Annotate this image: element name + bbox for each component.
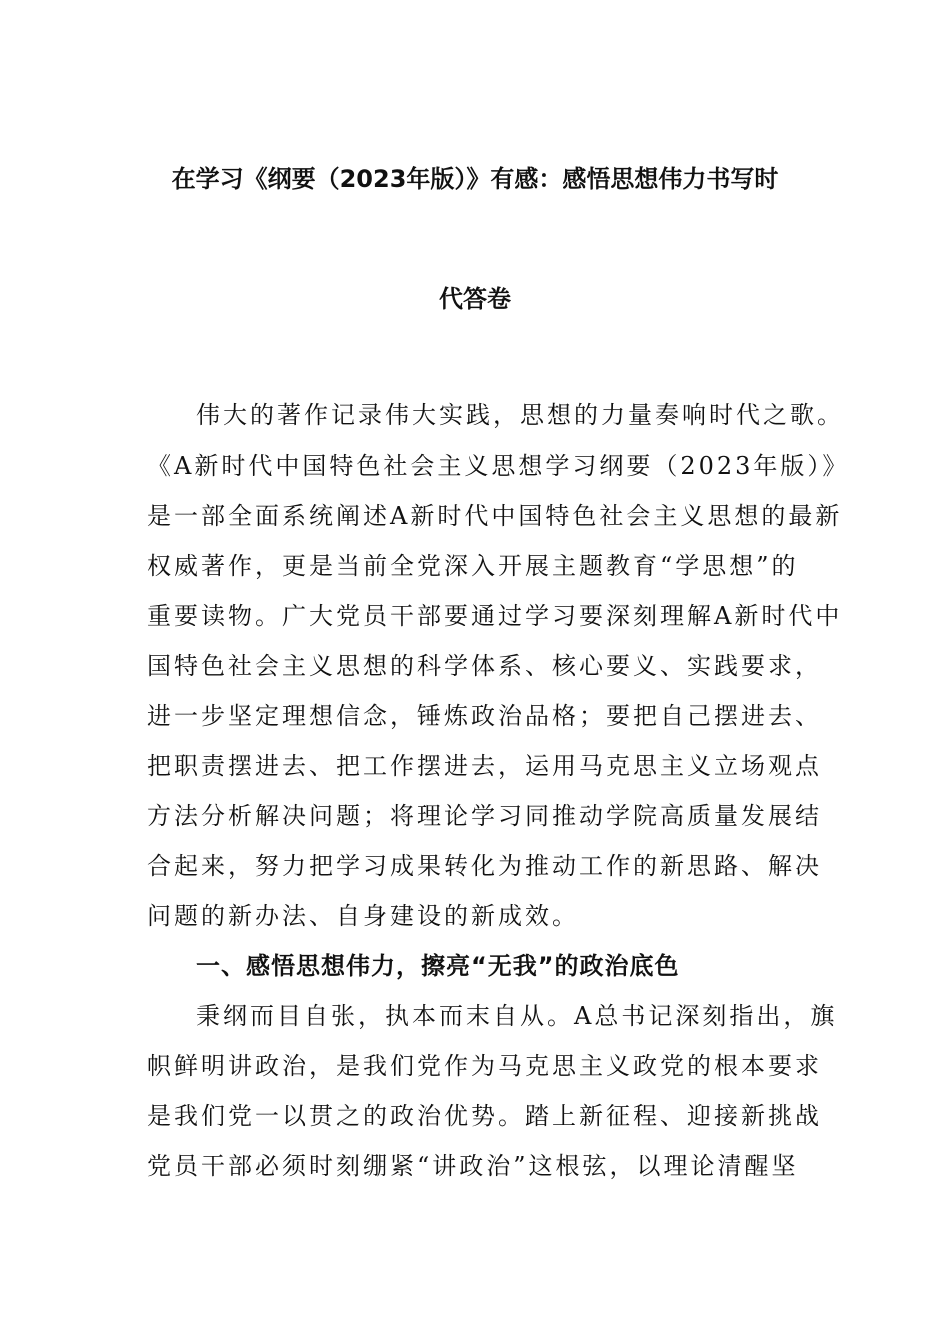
document-title-line-1: 在学习《纲要（2023年版）》有感：感悟思想伟力书写时 — [171, 165, 779, 193]
paragraph-1-line-11: 问题的新办法、自身建设的新成效。 — [147, 902, 579, 930]
paragraph-1-line-10: 合起来，努力把学习成果转化为推动工作的新思路、解决 — [147, 852, 822, 880]
paragraph-1-line-6: 国特色社会主义思想的科学体系、核心要义、实践要求， — [147, 652, 822, 680]
paragraph-1-line-2: 《A新时代中国特色社会主义思想学习纲要（2023年版）》 — [147, 452, 850, 480]
section-heading-1: 一、感悟思想伟力，擦亮“无我”的政治底色 — [196, 952, 680, 980]
paragraph-1-line-3: 是一部全面系统阐述A新时代中国特色社会主义思想的最新 — [147, 502, 843, 530]
paragraph-2-line-3: 是我们党一以贯之的政治优势。踏上新征程、迎接新挑战 — [147, 1102, 822, 1130]
paragraph-2-line-4: 党员干部必须时刻绷紧“讲政治”这根弦，以理论清醒坚 — [147, 1152, 799, 1180]
paragraph-2-line-2: 帜鲜明讲政治，是我们党作为马克思主义政党的根本要求 — [147, 1052, 822, 1080]
paragraph-1-line-8: 把职责摆进去、把工作摆进去，运用马克思主义立场观点 — [147, 752, 822, 780]
paragraph-1-line-5: 重要读物。广大党员干部要通过学习要深刻理解A新时代中 — [147, 602, 843, 630]
paragraph-1-line-9: 方法分析解决问题；将理论学习同推动学院高质量发展结 — [147, 802, 822, 830]
paragraph-1-line-4: 权威著作，更是当前全党深入开展主题教育“学思想”的 — [147, 552, 799, 580]
paragraph-2-line-1: 秉纲而目自张，执本而末自从。A总书记深刻指出，旗 — [196, 1002, 838, 1030]
document-title-line-2: 代答卷 — [439, 285, 511, 313]
paragraph-1-line-7: 进一步坚定理想信念，锤炼政治品格；要把自己摆进去、 — [147, 702, 822, 730]
paragraph-1-line-1: 伟大的著作记录伟大实践，思想的力量奏响时代之歌。 — [196, 401, 844, 429]
